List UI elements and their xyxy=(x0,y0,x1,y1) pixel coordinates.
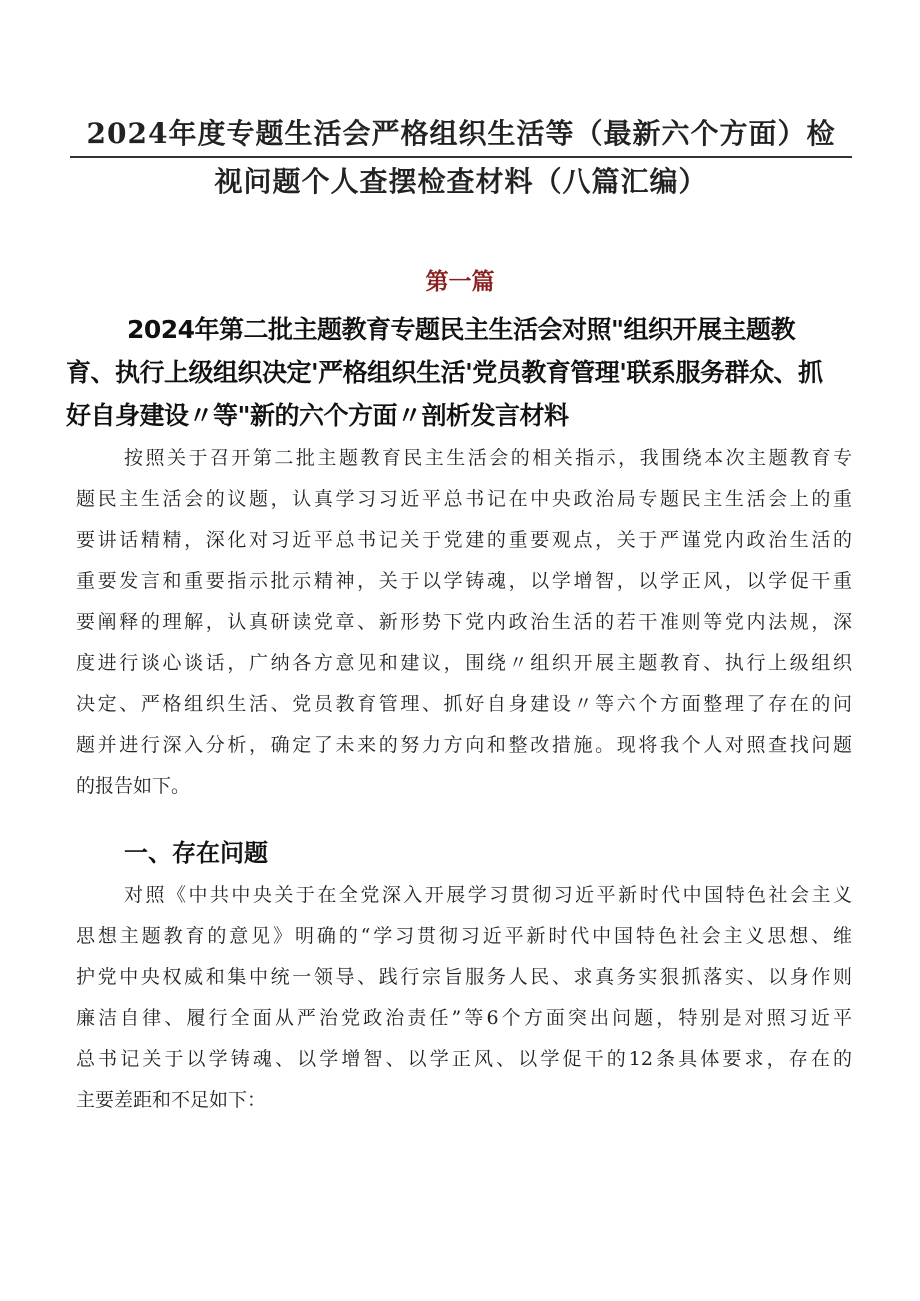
subtitle-line-3: 好自身建设〃等"新的六个方面〃剖析发言材料 xyxy=(66,401,569,430)
paragraph-1-line: 度进行谈心谈话，广纳各方意见和建议，围绕〃组织开展主题教育、执行上级组织 xyxy=(76,652,852,674)
paragraph-1-line: 的报告如下。 xyxy=(76,775,191,797)
paragraph-1-line: 要阐释的理解，认真研读党章、新形势下党内政治生活的若干准则等党内法规，深 xyxy=(76,611,852,633)
paragraph-2-line: 护党中央权威和集中统一领导、践行宗旨服务人民、求真务实狠抓落实、以身作则 xyxy=(76,966,852,988)
paragraph-2-line: 主要差距和不足如下： xyxy=(76,1089,267,1111)
paragraph-1-line: 决定、严格组织生活、党员教育管理、抓好自身建设〃等六个方面整理了存在的问 xyxy=(76,693,852,715)
section-heading-existing-problems: 一、存在问题 xyxy=(124,839,268,867)
paragraph-1-line: 题民主生活会的议题，认真学习习近平总书记在中央政治局专题民主生活会上的重 xyxy=(76,488,852,510)
paragraph-2-line: 廉洁自律、履行全面从严治党政治责任”等6个方面突出问题，特别是对照习近平 xyxy=(76,1007,852,1029)
subtitle-line-1: 2024年第二批主题教育专题民主生活会对照"组织开展主题教 xyxy=(126,315,796,344)
paragraph-1-line: 重要发言和重要指示批示精神，关于以学铸魂，以学增智，以学正风，以学促干重 xyxy=(76,570,852,592)
paragraph-1-line: 要讲话精精，深化对习近平总书记关于党建的重要观点，关于严谨党内政治生活的 xyxy=(76,529,852,551)
paragraph-1-line: 按照关于召开第二批主题教育民主生活会的相关指示，我围绕本次主题教育专 xyxy=(124,447,852,469)
subtitle-line-2: 育、执行上级组织决定'严格组织生活'党员教育管理'联系服务群众、抓 xyxy=(66,358,823,387)
paragraph-2-line: 对照《中共中央关于在全党深入开展学习贯彻习近平新时代中国特色社会主义 xyxy=(124,884,852,906)
section-label: 第一篇 xyxy=(425,269,495,295)
paragraph-2-line: 总书记关于以学铸魂、以学增智、以学正风、以学促干的12条具体要求，存在的 xyxy=(76,1048,852,1070)
document-title-line-1: 2024年度专题生活会严格组织生活等（最新六个方面）检 xyxy=(70,112,852,158)
document-title-line-2: 视问题个人查摆检查材料（八篇汇编） xyxy=(214,165,708,198)
paragraph-1-line: 题并进行深入分析，确定了未来的努力方向和整改措施。现将我个人对照查找问题 xyxy=(76,734,852,756)
paragraph-2-line: 思想主题教育的意见》明确的“学习贯彻习近平新时代中国特色社会主义思想、维 xyxy=(76,925,852,947)
